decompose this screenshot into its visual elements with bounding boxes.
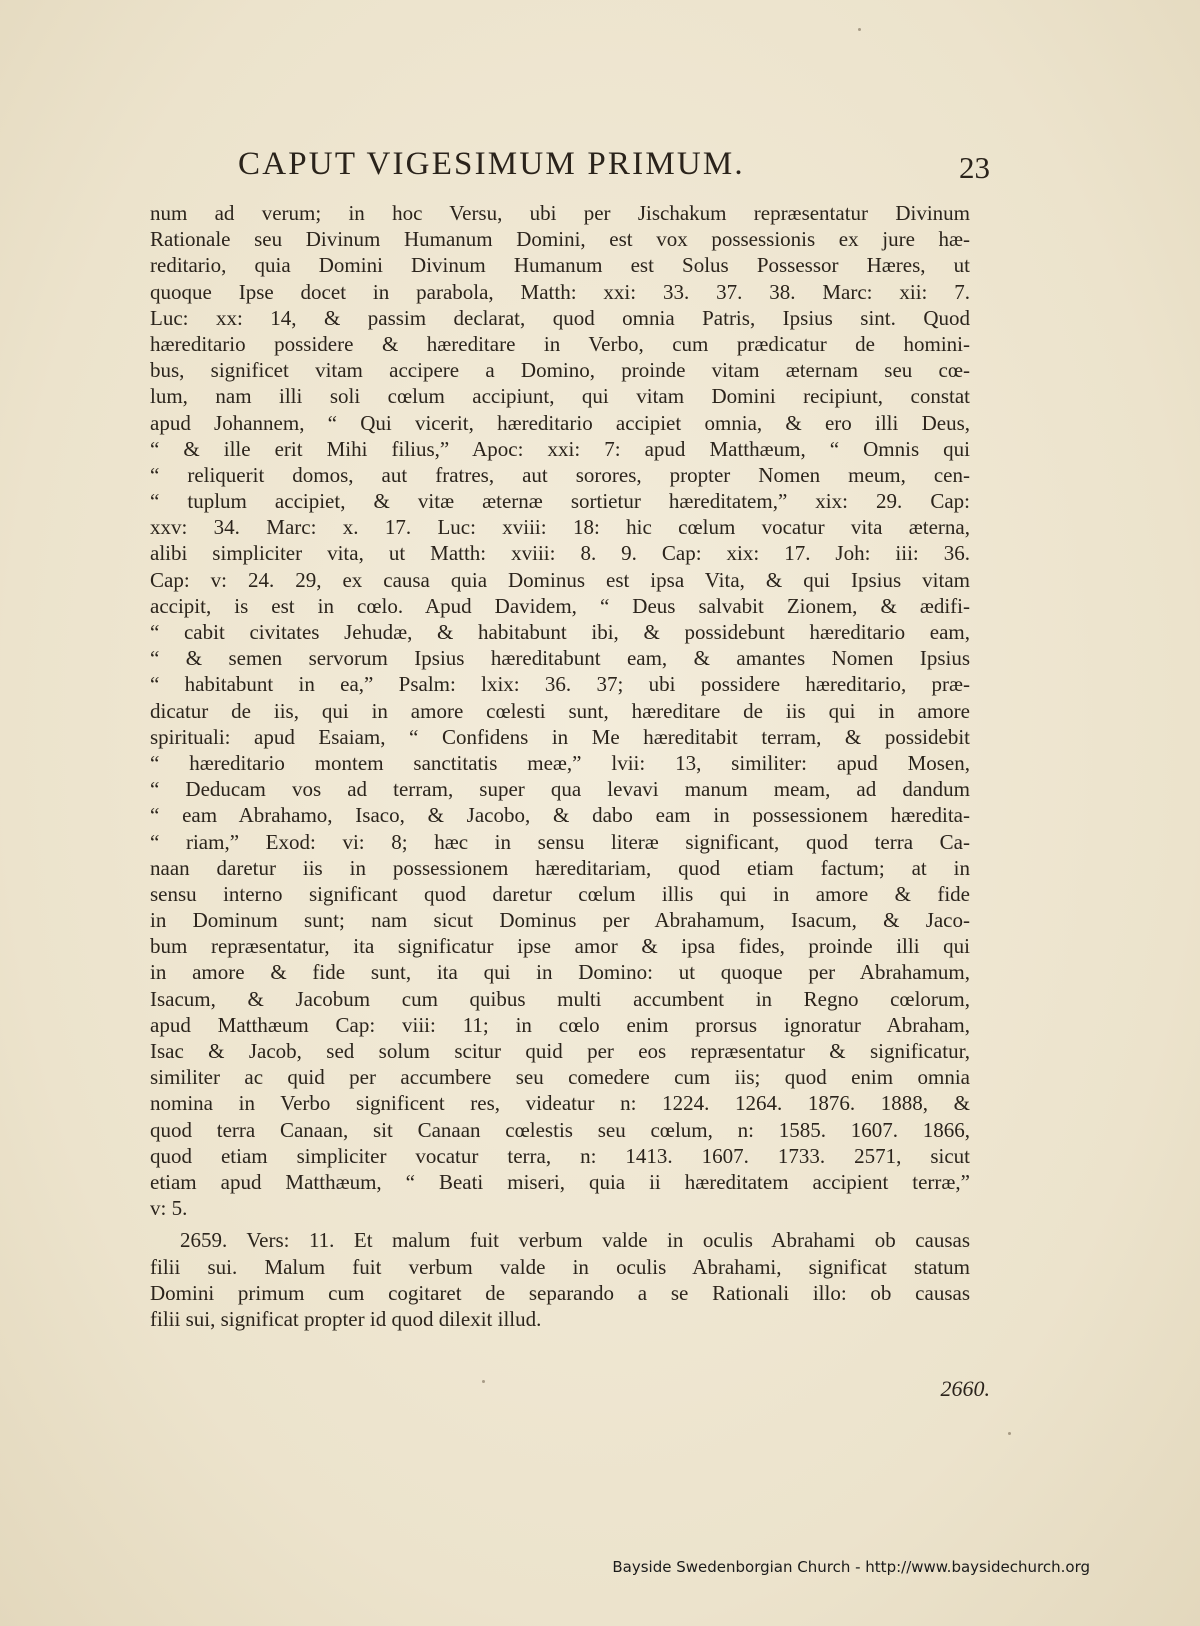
text-line: num ad verum; in hoc Versu, ubi per Jischakum repræsentatur Divinum	[150, 201, 970, 225]
text-line: reditario, quia Domini Divinum Humanum est Solus Possessor Hæres, ut	[150, 253, 970, 278]
text-line: “ Deducam vos ad terram, super qua levavi manum meam, ad dandum	[150, 777, 970, 802]
text-line: apud Matthæum Cap: viii: 11; in cœlo enim prorsus ignoratur Abraham,	[150, 1012, 970, 1037]
text-line: sensu interno significant quod daretur cœlum illis qui in amore & fide	[150, 881, 970, 906]
text-line: apud Johannem, “ Qui vicerit, hæreditario accipiet omnia, & ero illi Deus,	[150, 410, 970, 435]
text-line: “ cabit civitates Jehudæ, & habitabunt ibi, & possidebunt hæreditario eam,	[150, 620, 970, 644]
paper-speck	[858, 28, 861, 31]
paper-speck	[482, 1380, 485, 1383]
text-line: spirituali: apud Esaiam, “ Confidens in Me hæreditabit terram, & possidebit	[150, 724, 970, 749]
text-line: “ reliquerit domos, aut fratres, aut sorores, propter Nomen meum, cen-	[150, 462, 970, 487]
text-line: etiam apud Matthæum, “ Beati miseri, quia ii hæreditatem accipient terræ,”	[150, 1169, 970, 1194]
text-line: “ riam,” Exod: vi: 8; hæc in sensu literæ significant, quod terra Ca-	[150, 829, 970, 854]
text-line: xxv: 34. Marc: x. 17. Luc: xviii: 18: hic cœlum vocatur vita æterna,	[150, 515, 970, 540]
text-line: similiter ac quid per accumbere seu comedere cum iis; quod enim omnia	[150, 1065, 970, 1090]
paragraph-main	[150, 200, 970, 1221]
page-number: 23	[959, 150, 990, 185]
text-line: filii sui. Malum fuit verbum valde in oculis Abrahami, significat statum	[150, 1254, 970, 1279]
text-line: quoque Ipse docet in parabola, Matth: xxi: 33. 37. 38. Marc: xii: 7.	[150, 279, 970, 304]
text-line: Cap: v: 24. 29, ex causa quia Dominus est ipsa Vita, & qui Ipsius vitam	[150, 567, 970, 592]
page-header	[238, 146, 990, 194]
text-line: filii sui, significat propter id quod dilexit illud.	[150, 1306, 542, 1331]
text-line: quod etiam simpliciter vocatur terra, n: 1413. 1607. 1733. 2571, sicut	[150, 1143, 970, 1168]
text-line: in Dominum sunt; nam sicut Dominus per Abrahamum, Isacum, & Jaco-	[150, 908, 970, 933]
text-line: Luc: xx: 14, & passim declarat, quod omnia Patris, Ipsius sint. Quod	[150, 305, 970, 330]
catchword: 2660.	[940, 1376, 990, 1401]
text-line: Isacum, & Jacobum cum quibus multi accumbent in Regno cœlorum,	[150, 986, 970, 1011]
text-line: Isac & Jacob, sed solum scitur quid per eos repræsentatur & significatur,	[150, 1039, 970, 1063]
text-line: nomina in Verbo significent res, videatur n: 1224. 1264. 1876. 1888, &	[150, 1091, 970, 1116]
text-line: “ & ille erit Mihi filius,” Apoc: xxi: 7: apud Matthæum, “ Omnis qui	[150, 436, 970, 461]
text-line: hæreditario possidere & hæreditare in Verbo, cum prædicatur de homini-	[150, 331, 970, 356]
paper-speck	[1008, 1432, 1011, 1435]
text-line: dicatur de iis, qui in amore cœlesti sunt, hæreditare de iis qui in amore	[150, 698, 970, 723]
text-line: Rationale seu Divinum Humanum Domini, est vox possessionis ex jure hæ-	[150, 227, 970, 252]
text-line: bum repræsentatur, ita significatur ipse amor & ipsa fides, proinde illi qui	[150, 934, 970, 959]
text-line: in amore & fide sunt, ita qui in Domino: ut quoque per Abrahamum,	[150, 960, 970, 985]
text-line: “ habitabunt in ea,” Psalm: lxix: 36. 37; ubi possidere hæreditario, præ-	[150, 672, 970, 697]
text-line: v: 5.	[150, 1196, 188, 1221]
page-body	[150, 200, 970, 1332]
text-line: naan daretur iis in possessionem hæreditariam, quod etiam factum; at in	[150, 855, 970, 880]
text-line: “ tuplum accipiet, & vitæ æternæ sortietur hæreditatem,” xix: 29. Cap:	[150, 489, 970, 514]
text-line: lum, nam illi soli cœlum accipiunt, qui vitam Domini recipiunt, constat	[150, 384, 970, 409]
running-head: CAPUT VIGESIMUM PRIMUM.	[238, 146, 745, 182]
text-line: bus, significet vitam accipere a Domino, proinde vitam æternam seu cœ-	[150, 358, 970, 383]
text-line: 2659. Vers: 11. Et malum fuit verbum valde in oculis Abrahami ob causas	[180, 1228, 970, 1253]
text-line: alibi simpliciter vita, ut Matth: xviii: 8. 9. Cap: xix: 17. Joh: iii: 36.	[150, 541, 970, 566]
paragraph-2659	[150, 1227, 970, 1332]
text-line: quod terra Canaan, sit Canaan cœlestis seu cœlum, n: 1585. 1607. 1866,	[150, 1117, 970, 1142]
text-line: “ & semen servorum Ipsius hæreditabunt eam, & amantes Nomen Ipsius	[150, 646, 970, 671]
text-line: accipit, is est in cœlo. Apud Davidem, “ Deus salvabit Zionem, & ædifi-	[150, 593, 970, 618]
text-line: “ hæreditario montem sanctitatis meæ,” lvii: 13, similiter: apud Mosen,	[150, 750, 970, 775]
footer-credit: Bayside Swedenborgian Church - http://www.baysidechurch.org	[612, 1558, 1090, 1576]
text-line: Domini primum cum cogitaret de separando a se Rationali illo: ob causas	[150, 1280, 970, 1305]
text-line: “ eam Abrahamo, Isaco, & Jacobo, & dabo eam in possessionem hæredita-	[150, 803, 970, 828]
